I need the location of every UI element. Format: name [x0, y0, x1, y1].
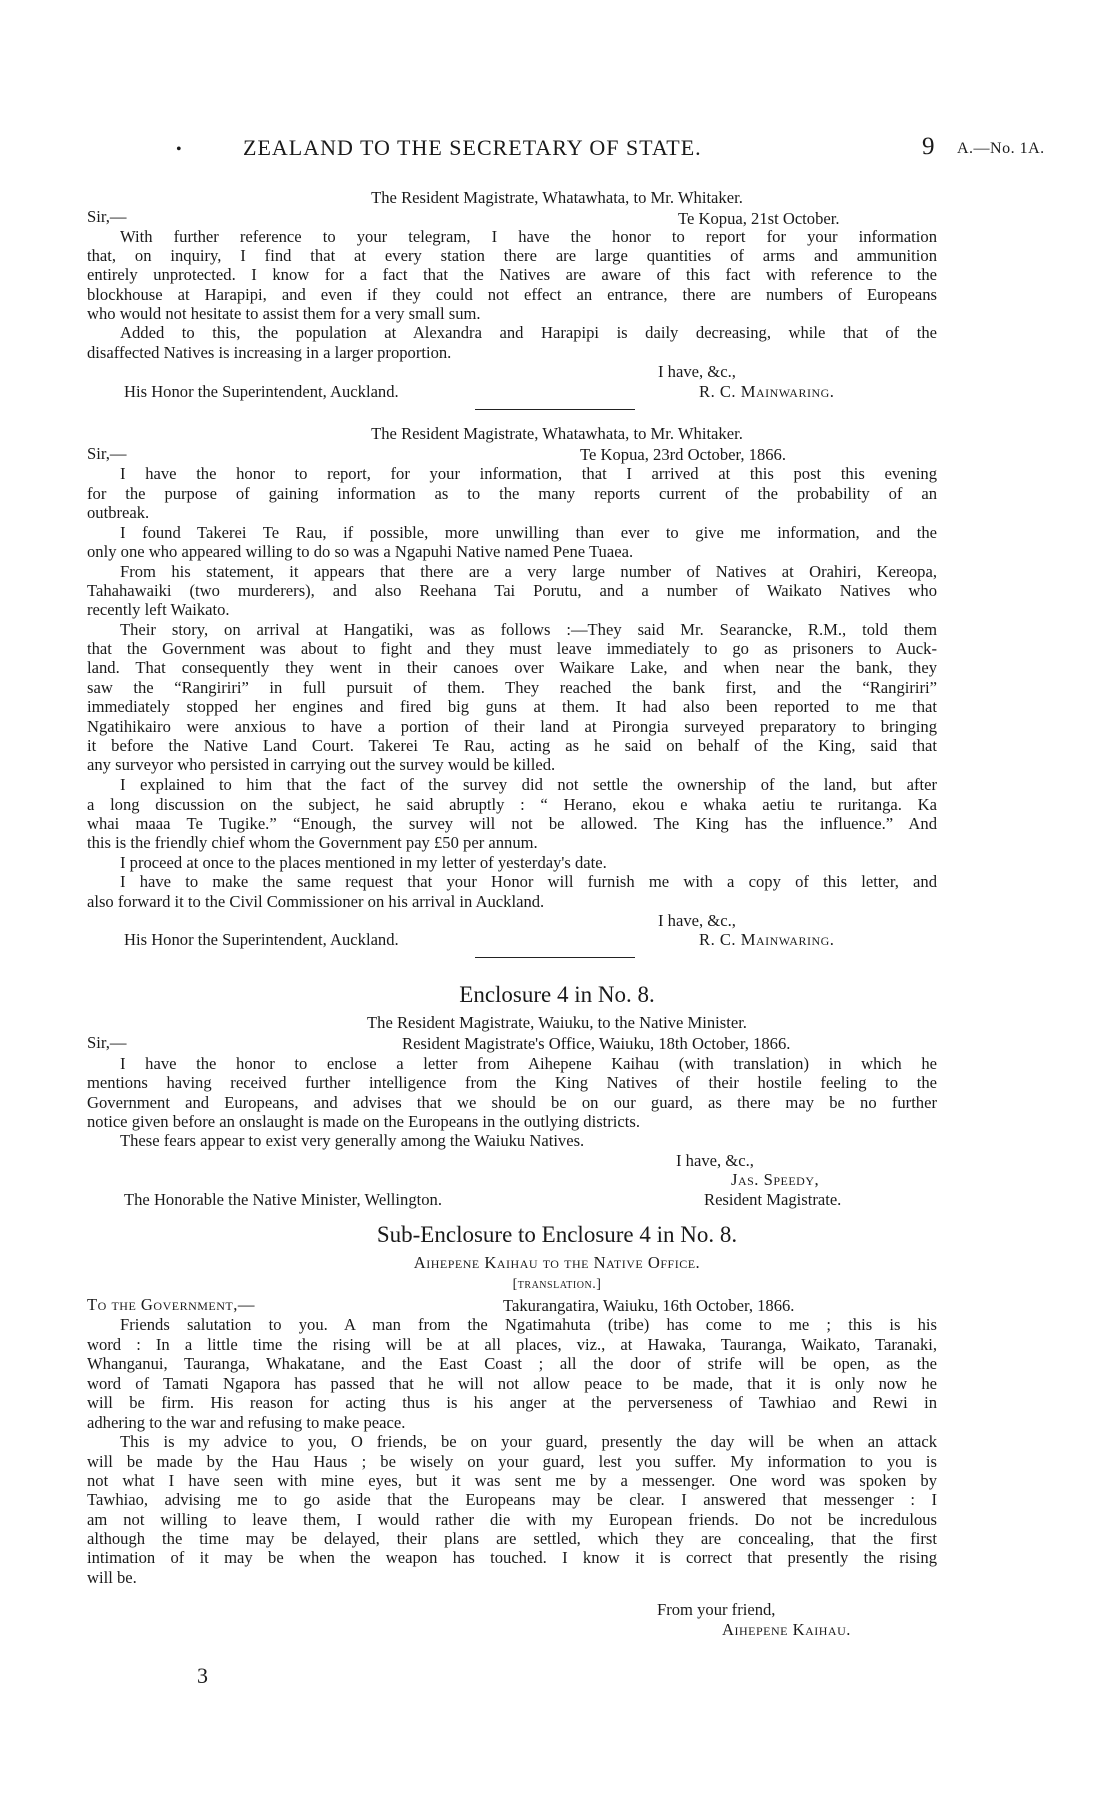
letter2-line: outbreak. [87, 503, 150, 522]
enclosure-signature-name: Jas. Speedy, [731, 1170, 820, 1189]
document-reference: A.—No. 1A. [957, 140, 1045, 157]
letter2-addressee: His Honor the Superintendent, Auckland. [124, 930, 399, 949]
subenclosure-line: will be. [87, 1568, 137, 1587]
subenclosure-line: not what I have seen with mine eyes, but it was sent me by a messenger. One word was spoken by [87, 1471, 937, 1490]
letter2-line: recently left Waikato. [87, 600, 230, 619]
enclosure-line: These fears appear to exist very generally among the Waiuku Natives. [120, 1131, 585, 1150]
letter2-line: whai maaa Te Tugike.” “Enough, the survey will not be allowed. The King has the influence.” And [87, 814, 937, 833]
enclosure-heading: The Resident Magistrate, Waiuku, to the Native Minister. [367, 1013, 747, 1032]
letter2-line: a long discussion on the subject, he said abruptly : “ Herano, ekou e whaka aetiu te ruritanga. Ka [87, 795, 937, 814]
enclosure-salutation: Sir,— [87, 1033, 127, 1052]
subenclosure-line: word : In a little time the rising will be at all places, viz., at Hawaka, Tauranga, Waikato, Taranaki, [87, 1335, 937, 1354]
letter2-line: I have to make the same request that your Honor will furnish me with a copy of this letter, and [120, 872, 937, 891]
letter2-line: also forward it to the Civil Commissioner on his arrival in Auckland. [87, 892, 545, 911]
letter2-line: only one who appeared willing to do so was a Ngapuhi Native named Pene Tuaea. [87, 542, 634, 561]
letter2-closing: I have, &c., [658, 911, 736, 930]
subenclosure-line: will be made by the Hau Haus ; be wisely on your guard, lest you suffer. My information to you is [87, 1452, 937, 1471]
enclosure-place-date: Resident Magistrate's Office, Waiuku, 18th October, 1866. [402, 1034, 791, 1053]
letter1-line: that, on inquiry, I find that at every station there are large quantities of arms and ammunition [87, 246, 937, 265]
running-title: ZEALAND TO THE SECRETARY OF STATE. [243, 135, 702, 160]
subenclosure-line: am not willing to leave them, I would rather die with my European friends. Do not be incredulous [87, 1510, 937, 1529]
subenclosure-heading: Aihepene Kaihau to the Native Office. [413, 1253, 701, 1272]
letter2-line: immediately stopped her engines and fired big guns at them. It had also been reported to me that [87, 697, 937, 716]
subenclosure-closing: From your friend, [657, 1600, 776, 1619]
section-divider [475, 957, 635, 958]
enclosure-line: mentions having received further intelligence from the King Natives of their hostile feeling to the [87, 1073, 937, 1092]
letter2-line: this is the friendly chief whom the Government pay £50 per annum. [87, 833, 538, 852]
letter2-line: for the purpose of gaining information as to the many reports current of the probability of an [87, 484, 937, 503]
letter2-line: Tahahawaiki (two murderers), and also Reehana Tai Porutu, and a number of Waikato Natives who [87, 581, 937, 600]
subenclosure-line: word of Tamati Ngapora has passed that he will not allow peace to be made, that it is only now he [87, 1374, 937, 1393]
letter2-line: I found Takerei Te Rau, if possible, more unwilling than ever to give me information, and the [120, 523, 937, 542]
letter1-line: entirely unprotected. I know for a fact that the Natives are aware of this fact with reference to the [87, 265, 937, 284]
subenclosure-line: Friends salutation to you. A man from the Ngatimahuta (tribe) has come to me ; this is his [120, 1315, 937, 1334]
subenclosure-title: Sub-Enclosure to Enclosure 4 in No. 8. [376, 1222, 738, 1247]
subenclosure-line: This is my advice to you, O friends, be on your guard, presently the day will be when an attack [120, 1432, 937, 1451]
enclosure-signature-title: Resident Magistrate. [704, 1190, 842, 1209]
subenclosure-line: will be firm. His reason for acting thus is his anger at the perverseness of Tawhiao and Rewi in [87, 1393, 937, 1412]
letter2-place-date: Te Kopua, 23rd October, 1866. [580, 445, 787, 464]
subenclosure-line: Whanganui, Tauranga, Whakatane, and the East Coast ; all the door of strife will be open, as the [87, 1354, 937, 1373]
letter1-closing: I have, &c., [658, 362, 736, 381]
letter1-line: blockhouse at Harapipi, and even if they could not effect an entrance, there are numbers of Europeans [87, 285, 937, 304]
subenclosure-place-date: Takurangatira, Waiuku, 16th October, 1866. [503, 1296, 795, 1315]
letter1-line: With further reference to your telegram, I have the honor to report for your information [120, 227, 937, 246]
subenclosure-line: although the time may be delayed, their plans are settled, which they are concealing, that the first [87, 1529, 937, 1548]
subenclosure-salutation: To the Government,— [87, 1295, 255, 1314]
letter1-addressee: His Honor the Superintendent, Auckland. [124, 382, 399, 401]
letter2-line: that the Government was about to fight and they must leave immediately to go as prisoners to Auck- [87, 639, 937, 658]
letter2-salutation: Sir,— [87, 444, 127, 463]
letter1-line: Added to this, the population at Alexandra and Harapipi is daily decreasing, while that of the [120, 323, 937, 342]
letter1-salutation: Sir,— [87, 207, 127, 226]
enclosure-line: Government and Europeans, and advises that we should be on our guard, as there may be no further [87, 1093, 937, 1112]
enclosure-closing: I have, &c., [676, 1151, 754, 1170]
letter2-line: I have the honor to report, for your information, that I arrived at this post this evening [120, 464, 937, 483]
letter1-heading: The Resident Magistrate, Whatawhata, to Mr. Whitaker. [371, 188, 743, 207]
letter2-line: it before the Native Land Court. Takerei Te Rau, acting as he said on behalf of the King, said that [87, 736, 937, 755]
letter1-line: who would not hesitate to assist them for a very small sum. [87, 304, 481, 323]
letter2-signature: R. C. Mainwaring. [699, 930, 835, 949]
enclosure-title: Enclosure 4 in No. 8. [459, 982, 655, 1007]
section-divider [475, 409, 635, 410]
letter2-line: any surveyor who persisted in carrying out the survey would be killed. [87, 755, 556, 774]
enclosure-line: I have the honor to enclose a letter from Aihepene Kaihau (with translation) in which he [120, 1054, 937, 1073]
letter2-line: Ngatihikairo were anxious to have a portion of their land at Pirongia surveyed preparatory to bringing [87, 717, 937, 736]
letter2-line: I explained to him that the fact of the survey did not settle the ownership of the land, but after [120, 775, 937, 794]
enclosure-line: notice given before an onslaught is made on the Europeans in the outlying districts. [87, 1112, 640, 1131]
letter1-signature: R. C. Mainwaring. [699, 382, 835, 401]
translation-note: [translation.] [512, 1277, 602, 1292]
enclosure-addressee: The Honorable the Native Minister, Wellington. [124, 1190, 442, 1209]
letter2-line: From his statement, it appears that there are a very large number of Natives at Orahiri, Kereopa, [120, 562, 937, 581]
letter2-line: I proceed at once to the places mentioned in my letter of yesterday's date. [120, 853, 607, 872]
letter2-heading: The Resident Magistrate, Whatawhata, to Mr. Whitaker. [371, 424, 743, 443]
page-number: 9 [922, 133, 936, 160]
subenclosure-line: intimation of it may be when the weapon has touched. I know it is correct that presently the rising [87, 1548, 937, 1567]
letter2-line: saw the “Rangiriri” in full pursuit of them. They reached the bank first, and the “Rangiriri” [87, 678, 937, 697]
signature-mark: 3 [197, 1663, 208, 1688]
subenclosure-line: adhering to the war and refusing to make peace. [87, 1413, 406, 1432]
subenclosure-signature: Aihepene Kaihau. [722, 1620, 851, 1639]
letter1-place-date: Te Kopua, 21st October. [678, 209, 840, 228]
letter2-line: land. That consequently they went in their canoes over Waikare Lake, and when near the bank, they [87, 658, 937, 677]
letter1-line: disaffected Natives is increasing in a larger proportion. [87, 343, 452, 362]
header-bullet: • [176, 141, 183, 158]
letter2-line: Their story, on arrival at Hangatiki, was as follows :—They said Mr. Searancke, R.M., told them [120, 620, 937, 639]
subenclosure-line: Tawhiao, advising me to go aside that the Europeans may be clear. I answered that messenger : I [87, 1490, 937, 1509]
